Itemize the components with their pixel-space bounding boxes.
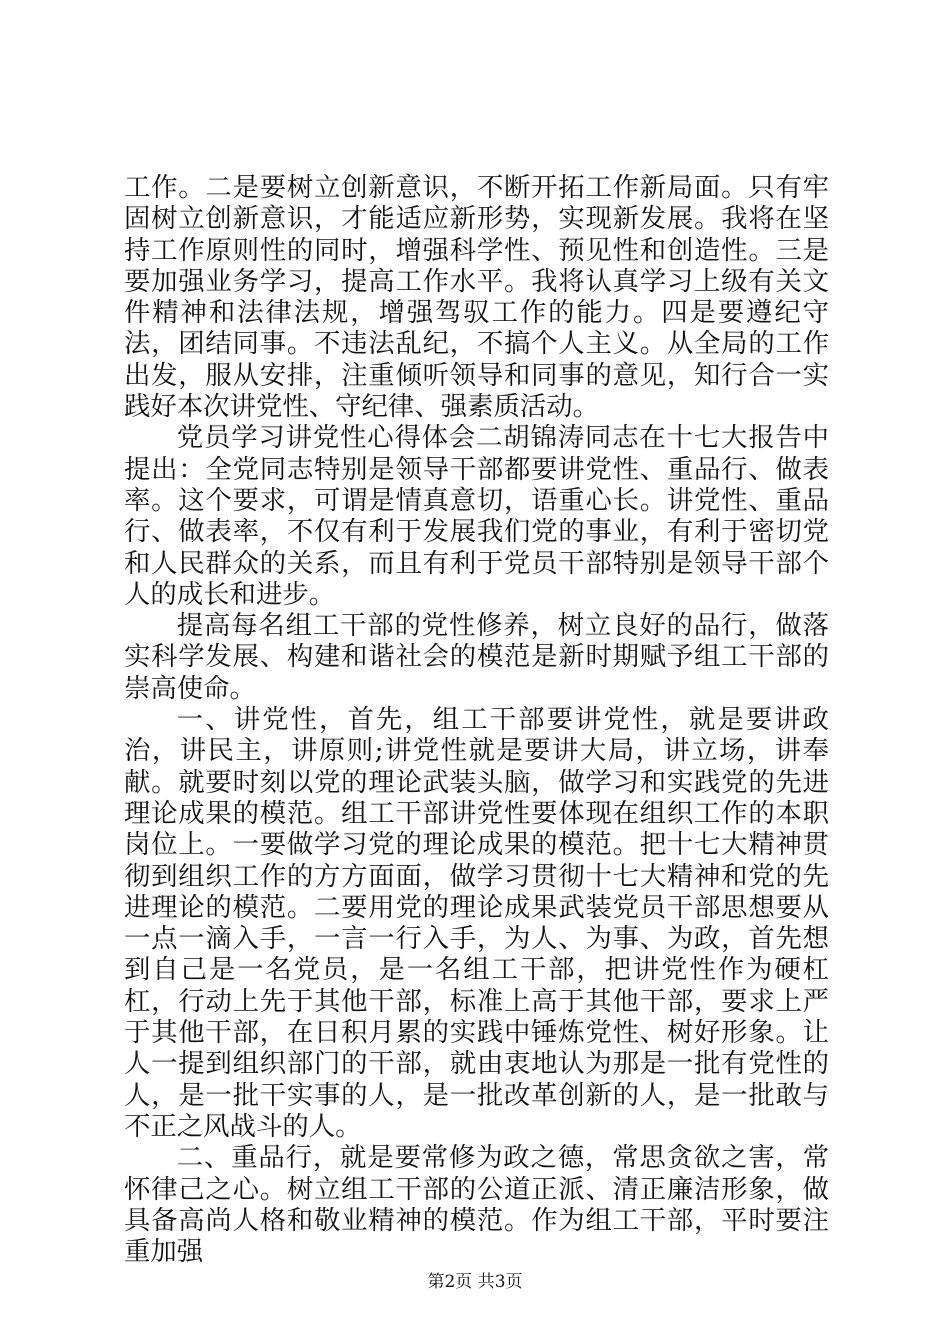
document-body [124,172,829,1267]
paragraph-mission: 提高每名组工干部的党性修养，树立良好的品行，做落实科学发展、构建和谐社会的模范是新时期赋予组工干部的崇高使命。 [124,610,829,704]
paragraph-continuation: 工作。二是要树立创新意识，不断开拓工作新局面。只有牢固树立创新意识，才能适应新形势，实现新发展。我将在坚持工作原则性的同时，增强科学性、预见性和创造性。三是要加强业务学习，提高工作水平。我将认真学习上级有关文件精神和法律法规，增强驾驭工作的能力。四是要遵纪守法，团结同事。不违法乱纪，不搞个人主义。从全局的工作出发，服从安排，注重倾听领导和同事的意见，知行合一实践好本次讲党性、守纪律、强素质活动。 [124,172,829,423]
paragraph-party-spirit: 一、讲党性，首先，组工干部要讲党性，就是要讲政治，讲民主，讲原则;讲党性就是要讲大局，讲立场，讲奉献。就要时刻以党的理论武装头脑，做学习和实践党的先进理论成果的模范。组工干部讲党性要体现在组织工作的本职岗位上。一要做学习党的理论成果的模范。把十七大精神贯彻到组织工作的方方面面，做学习贯彻十七大精神和党的先进理论的模范。二要用党的理论成果武装党员干部思想要从一点一滴入手，一言一行入手，为人、为事、为政，首先想到自己是一名党员，是一名组工干部，把讲党性作为硬杠杠，行动上先于其他干部，标准上高于其他干部，要求上严于其他干部，在日积月累的实践中锤炼党性、树好形象。让人一提到组织部门的干部，就由衷地认为那是一批有党性的人，是一批干实事的人，是一批改革创新的人，是一批敢与不正之风战斗的人。 [124,704,829,1142]
paragraph-party-study-intro: 党员学习讲党性心得体会二胡锦涛同志在十七大报告中提出：全党同志特别是领导干部都要讲党性、重品行、做表率。这个要求，可谓是情真意切，语重心长。讲党性、重品行、做表率，不仅有利于发展我们党的事业，有利于密切党和人民群众的关系，而且有利于党员干部特别是领导干部个人的成长和进步。 [124,422,829,610]
paragraph-conduct: 二、重品行，就是要常修为政之德，常思贪欲之害，常怀律己之心。树立组工干部的公道正派、清正廉洁形象，做具备高尚人格和敬业精神的模范。作为组工干部，平时要注重加强 [124,1142,829,1268]
page-number-footer: 第2页 共3页 [427,1272,523,1292]
